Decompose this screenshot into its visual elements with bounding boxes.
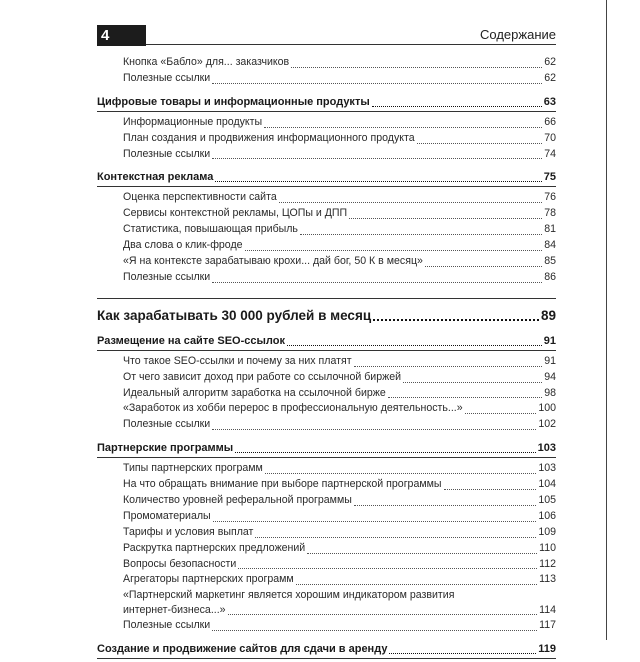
toc-entry-title: Типы партнерских программ xyxy=(123,462,263,475)
dot-leader xyxy=(265,473,536,474)
toc-entry-title: Вопросы безопасности xyxy=(123,557,237,570)
toc-entry-title: Кнопка «Бабло» для... заказчиков xyxy=(123,55,290,68)
dot-leader xyxy=(307,553,537,554)
toc-entry-title: Агрегаторы партнерских программ xyxy=(123,573,294,586)
toc-entry-page: 91 xyxy=(544,354,556,367)
toc-entry[interactable] xyxy=(97,386,556,402)
toc-entry[interactable] xyxy=(97,401,556,417)
dot-leader xyxy=(213,521,537,522)
dot-leader xyxy=(349,218,542,219)
dot-leader xyxy=(354,366,543,367)
dot-leader xyxy=(212,429,536,430)
toc-section-context[interactable] xyxy=(97,169,556,185)
toc-entry-page: 104 xyxy=(538,478,556,491)
toc-section-page: 103 xyxy=(537,442,556,455)
dot-leader xyxy=(425,266,542,267)
toc-entry-page: 113 xyxy=(539,573,556,586)
toc-entry-title: «Я на контексте зарабатываю крохи... дай бог, 50 К в месяц» xyxy=(123,255,423,267)
toc-section-title: Создание и продвижение сайтов для сдачи в аренду xyxy=(97,643,388,656)
toc-entry-page: 103 xyxy=(538,462,556,475)
chapter-rule xyxy=(97,298,556,299)
toc-entry[interactable] xyxy=(97,131,556,147)
toc-entry[interactable] xyxy=(97,618,556,634)
dot-leader xyxy=(291,67,542,68)
table-of-contents xyxy=(97,55,556,662)
dot-leader xyxy=(212,282,542,283)
toc-entry-title: Раскрутка партнерских предложений xyxy=(123,541,306,554)
toc-entry-title: Сервисы контекстной рекламы, ЦОПы и ДПП xyxy=(123,207,348,220)
toc-entry-title: Количество уровней реферальной программы xyxy=(123,494,352,507)
toc-entry-title: Информационные продукты xyxy=(123,115,263,128)
dot-leader xyxy=(245,250,543,251)
page-number-badge: 4 xyxy=(97,25,146,46)
dot-leader xyxy=(296,584,537,585)
toc-entry-page: 114 xyxy=(539,604,556,617)
toc-entry-page: 74 xyxy=(544,147,556,160)
toc-entry-title: На что обращать внимание при выборе партнерской программы xyxy=(123,478,442,491)
dot-leader xyxy=(228,614,538,615)
toc-section-page: 63 xyxy=(543,95,556,108)
toc-section-page: 75 xyxy=(543,171,556,184)
toc-entry-page: 117 xyxy=(539,619,556,632)
dot-leader xyxy=(264,127,542,128)
dot-leader xyxy=(255,537,536,538)
dot-leader xyxy=(212,630,537,631)
dot-leader xyxy=(373,319,539,321)
toc-entry[interactable] xyxy=(97,370,556,386)
toc-entry[interactable] xyxy=(97,55,556,71)
toc-entry-page: 102 xyxy=(538,418,556,431)
toc-entry[interactable] xyxy=(97,493,556,509)
section-rule xyxy=(97,658,556,659)
toc-entry-page: 94 xyxy=(544,370,556,383)
toc-section-page: 119 xyxy=(538,643,556,656)
toc-section-title: Контекстная реклама xyxy=(97,171,214,184)
toc-entry-title: Что такое SEO-ссылки и почему за них платят xyxy=(123,354,352,367)
toc-entry-page: 62 xyxy=(544,55,556,68)
toc-entry-page: 78 xyxy=(544,207,556,220)
toc-entry[interactable] xyxy=(97,509,556,525)
toc-entry[interactable] xyxy=(97,525,556,541)
toc-entry[interactable] xyxy=(97,71,556,87)
dot-leader xyxy=(300,234,542,235)
toc-entry[interactable] xyxy=(97,477,556,493)
toc-entry[interactable] xyxy=(97,461,556,477)
toc-entry-title-line1: «Партнерский маркетинг является хорошим индикатором развития xyxy=(123,589,455,602)
dot-leader xyxy=(388,397,542,398)
toc-entry-title: От чего зависит доход при работе со ссылочной биржей xyxy=(123,370,402,383)
running-head: Содержание xyxy=(480,27,556,42)
toc-entry[interactable] xyxy=(97,190,556,206)
toc-entry[interactable] xyxy=(97,417,556,433)
toc-entry-page: 85 xyxy=(544,255,556,267)
dot-leader xyxy=(212,158,542,159)
toc-entry-title: Полезные ссылки xyxy=(123,71,211,84)
header-rule xyxy=(146,44,556,45)
section-rule xyxy=(97,111,556,112)
toc-chapter-page: 89 xyxy=(540,307,556,323)
toc-entry-title: Статистика, повышающая прибыль xyxy=(123,223,298,236)
toc-section-title: Цифровые товары и информационные продукты xyxy=(97,95,370,108)
dot-leader xyxy=(417,143,543,144)
toc-section-rent[interactable] xyxy=(97,641,556,657)
toc-entry[interactable] xyxy=(97,541,556,557)
toc-entry-title: «Заработок из хобби перерос в профессиональную деятельность...» xyxy=(123,402,463,415)
toc-entry-page: 110 xyxy=(539,541,556,554)
toc-entry[interactable] xyxy=(97,147,556,163)
toc-entry-title: Полезные ссылки xyxy=(123,418,211,431)
toc-entry[interactable] xyxy=(97,238,556,254)
toc-entry-title: План создания и продвижения информационного продукта xyxy=(123,131,415,144)
dot-leader xyxy=(465,413,537,414)
dot-leader xyxy=(215,181,541,182)
toc-entry-title-line2: интернет-бизнеса...» xyxy=(123,604,226,617)
dot-leader xyxy=(403,382,542,383)
toc-entry-page: 86 xyxy=(544,270,556,283)
toc-entry-page: 70 xyxy=(544,131,556,144)
dot-leader xyxy=(287,345,542,346)
toc-entry-title: Полезные ссылки xyxy=(123,270,211,283)
toc-section-digital[interactable] xyxy=(97,94,556,110)
toc-entry-page: 62 xyxy=(544,71,556,84)
section-rule xyxy=(97,350,556,351)
toc-entry-page: 106 xyxy=(538,509,556,522)
dot-leader xyxy=(372,106,542,107)
dot-leader xyxy=(279,202,542,203)
toc-entry[interactable] xyxy=(97,270,556,286)
dot-leader xyxy=(354,505,536,506)
toc-entry-multiline[interactable] xyxy=(97,588,556,618)
toc-entry-title: Промоматериалы xyxy=(123,509,211,522)
toc-chapter-title: Как зарабатывать 30 000 рублей в месяц xyxy=(97,307,372,323)
toc-entry[interactable] xyxy=(97,557,556,573)
dot-leader xyxy=(238,568,537,569)
toc-section-title: Размещение на сайте SEO-ссылок xyxy=(97,334,285,347)
dot-leader xyxy=(235,452,535,453)
toc-entry[interactable] xyxy=(97,354,556,370)
toc-entry-title: Полезные ссылки xyxy=(123,147,211,160)
toc-entry-page: 84 xyxy=(544,239,556,252)
toc-entry-page: 98 xyxy=(544,386,556,399)
toc-entry-page: 100 xyxy=(538,402,556,415)
toc-entry-page: 105 xyxy=(538,494,556,507)
toc-entry-page: 66 xyxy=(544,115,556,128)
toc-entry-title: Оценка перспективности сайта xyxy=(123,191,277,204)
toc-entry[interactable] xyxy=(97,115,556,131)
toc-entry-page: 112 xyxy=(539,557,556,570)
page-edge-rule xyxy=(606,0,607,640)
toc-entry-page: 76 xyxy=(544,191,556,204)
toc-entry[interactable] xyxy=(97,222,556,238)
dot-leader xyxy=(212,83,542,84)
toc-section-page: 91 xyxy=(543,334,556,347)
toc-entry-title: Два слова о клик-фроде xyxy=(123,239,243,252)
toc-section-partner[interactable] xyxy=(97,440,556,456)
toc-entry-title: Полезные ссылки xyxy=(123,619,211,632)
toc-entry[interactable] xyxy=(97,206,556,222)
toc-entry-title: Идеальный алгоритм заработка на ссылочной бирже xyxy=(123,386,386,399)
toc-section-seo[interactable] xyxy=(97,333,556,349)
section-rule xyxy=(97,457,556,458)
toc-entry-page: 109 xyxy=(538,525,556,538)
section-rule xyxy=(97,186,556,187)
toc-section-title: Партнерские программы xyxy=(97,442,234,455)
dot-leader xyxy=(389,653,536,654)
toc-entry-title: Тарифы и условия выплат xyxy=(123,525,254,538)
toc-entry-page: 81 xyxy=(544,223,556,236)
dot-leader xyxy=(444,489,537,490)
toc-entry[interactable] xyxy=(97,254,556,270)
toc-entry[interactable] xyxy=(97,572,556,588)
toc-chapter[interactable] xyxy=(97,306,556,326)
